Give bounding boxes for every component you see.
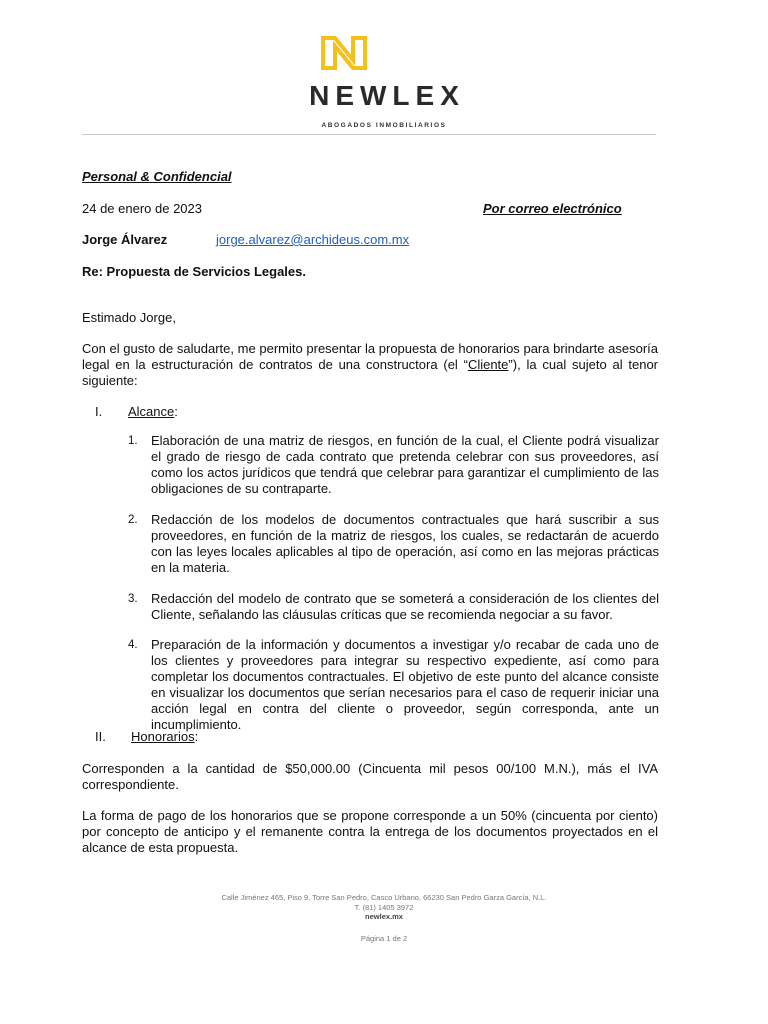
intro-text-b: ”), la cual sujeto al tenor siguiente: (82, 357, 659, 388)
footer-website[interactable] (0, 912, 768, 922)
brand-tagline: ABOGADOS INMOBILIARIOS (321, 122, 447, 129)
header-divider (82, 134, 656, 135)
footer-address: Calle Jiménez 465, Piso 9, Torre San Pedro, Casco Urbano, 66230 San Pedro Garza García, N.L. (221, 893, 547, 902)
intro-paragraph (82, 341, 658, 389)
section1-heading (128, 404, 178, 420)
letter-date: 24 de enero de 2023 (82, 201, 202, 216)
section1-numeral: I. (95, 404, 103, 419)
delivery-method: Por correo electrónico (483, 201, 622, 216)
item2-number: 2. (128, 514, 138, 526)
item3-number: 3. (128, 593, 138, 605)
footer-website-text[interactable]: newlex.mx (365, 912, 403, 921)
letter-subject: Re: Propuesta de Servicios Legales. (82, 264, 306, 279)
client-term: Cliente (467, 357, 509, 372)
page-number: Página 1 de 2 (360, 934, 408, 943)
greeting: Estimado Jorge, (82, 310, 176, 325)
item1-text: Elaboración de una matriz de riesgos, en función de la cual, el Cliente podrá visualizar el grado de riesgo de cada contrato que pretenda celebrar con sus proveedores, así como los actos jurídicos que tendrá que celebrar para garantizar el cumplimiento de las obligaciones de su contraparte. (151, 433, 659, 496)
recipient-name: Jorge Álvarez (82, 232, 168, 247)
section1-suffix: : (174, 404, 178, 419)
section2-numeral: II. (95, 729, 106, 744)
fees-paragraph: Corresponden a la cantidad de $50,000.00 (Cincuenta mil pesos 00/100 M.N.), más el IVA correspondiente. (82, 761, 658, 792)
confidential-label: Personal & Confidencial (82, 169, 232, 184)
section2-heading (131, 729, 198, 745)
newlex-logo-icon (319, 34, 369, 72)
item4-text: Preparación de la información y documentos a investigar y/o recabar de cada uno de los clientes y proveedores para integrar su respectivo expediente, así como para completar los documentos contractuales. El objetivo de este punto del alcance consiste en visualizar los documentos que serían necesarios para el caso de requerir iniciar una acción legal en contra del cliente o proveedor, según corresponda, ante un incumplimiento. (151, 637, 659, 732)
item3-text: Redacción del modelo de contrato que se someterá a consideración de los clientes del Cliente, señalando las cláusulas críticas que se recomienda negociar a su favor. (151, 591, 659, 622)
section2-title: Honorarios (131, 729, 195, 744)
intro-text-a: Con el gusto de saludarte, me permito presentar la propuesta de honorarios para brindarte asesoría legal en la estructuración de contratos de una constructora (el “ (82, 341, 658, 372)
payment-paragraph: La forma de pago de los honorarios que se propone corresponde a un 50% (cincuenta por ciento) por concepto de anticipo y el remanente contra la entrega de los documentos proyectados en el alcance de esta propuesta. (82, 808, 658, 855)
brand-name: NEWLEX (309, 80, 465, 111)
footer-phone: T. (81) 1405 3972 (354, 903, 414, 912)
item2-text: Redacción de los modelos de documentos contractuales que hará suscribir a sus proveedores, en función de la matriz de riesgos, los cuales, se redactarán de acuerdo con las leyes locales aplicables al tipo de operación, así como en las mejoras prácticas en la materia. (151, 512, 659, 575)
item4-number: 4. (128, 639, 138, 651)
item1-number: 1. (128, 435, 138, 447)
section1-title: Alcance (128, 404, 175, 419)
recipient-email-link[interactable]: jorge.alvarez@archideus.com.mx (216, 232, 410, 247)
section2-suffix: : (194, 729, 199, 744)
